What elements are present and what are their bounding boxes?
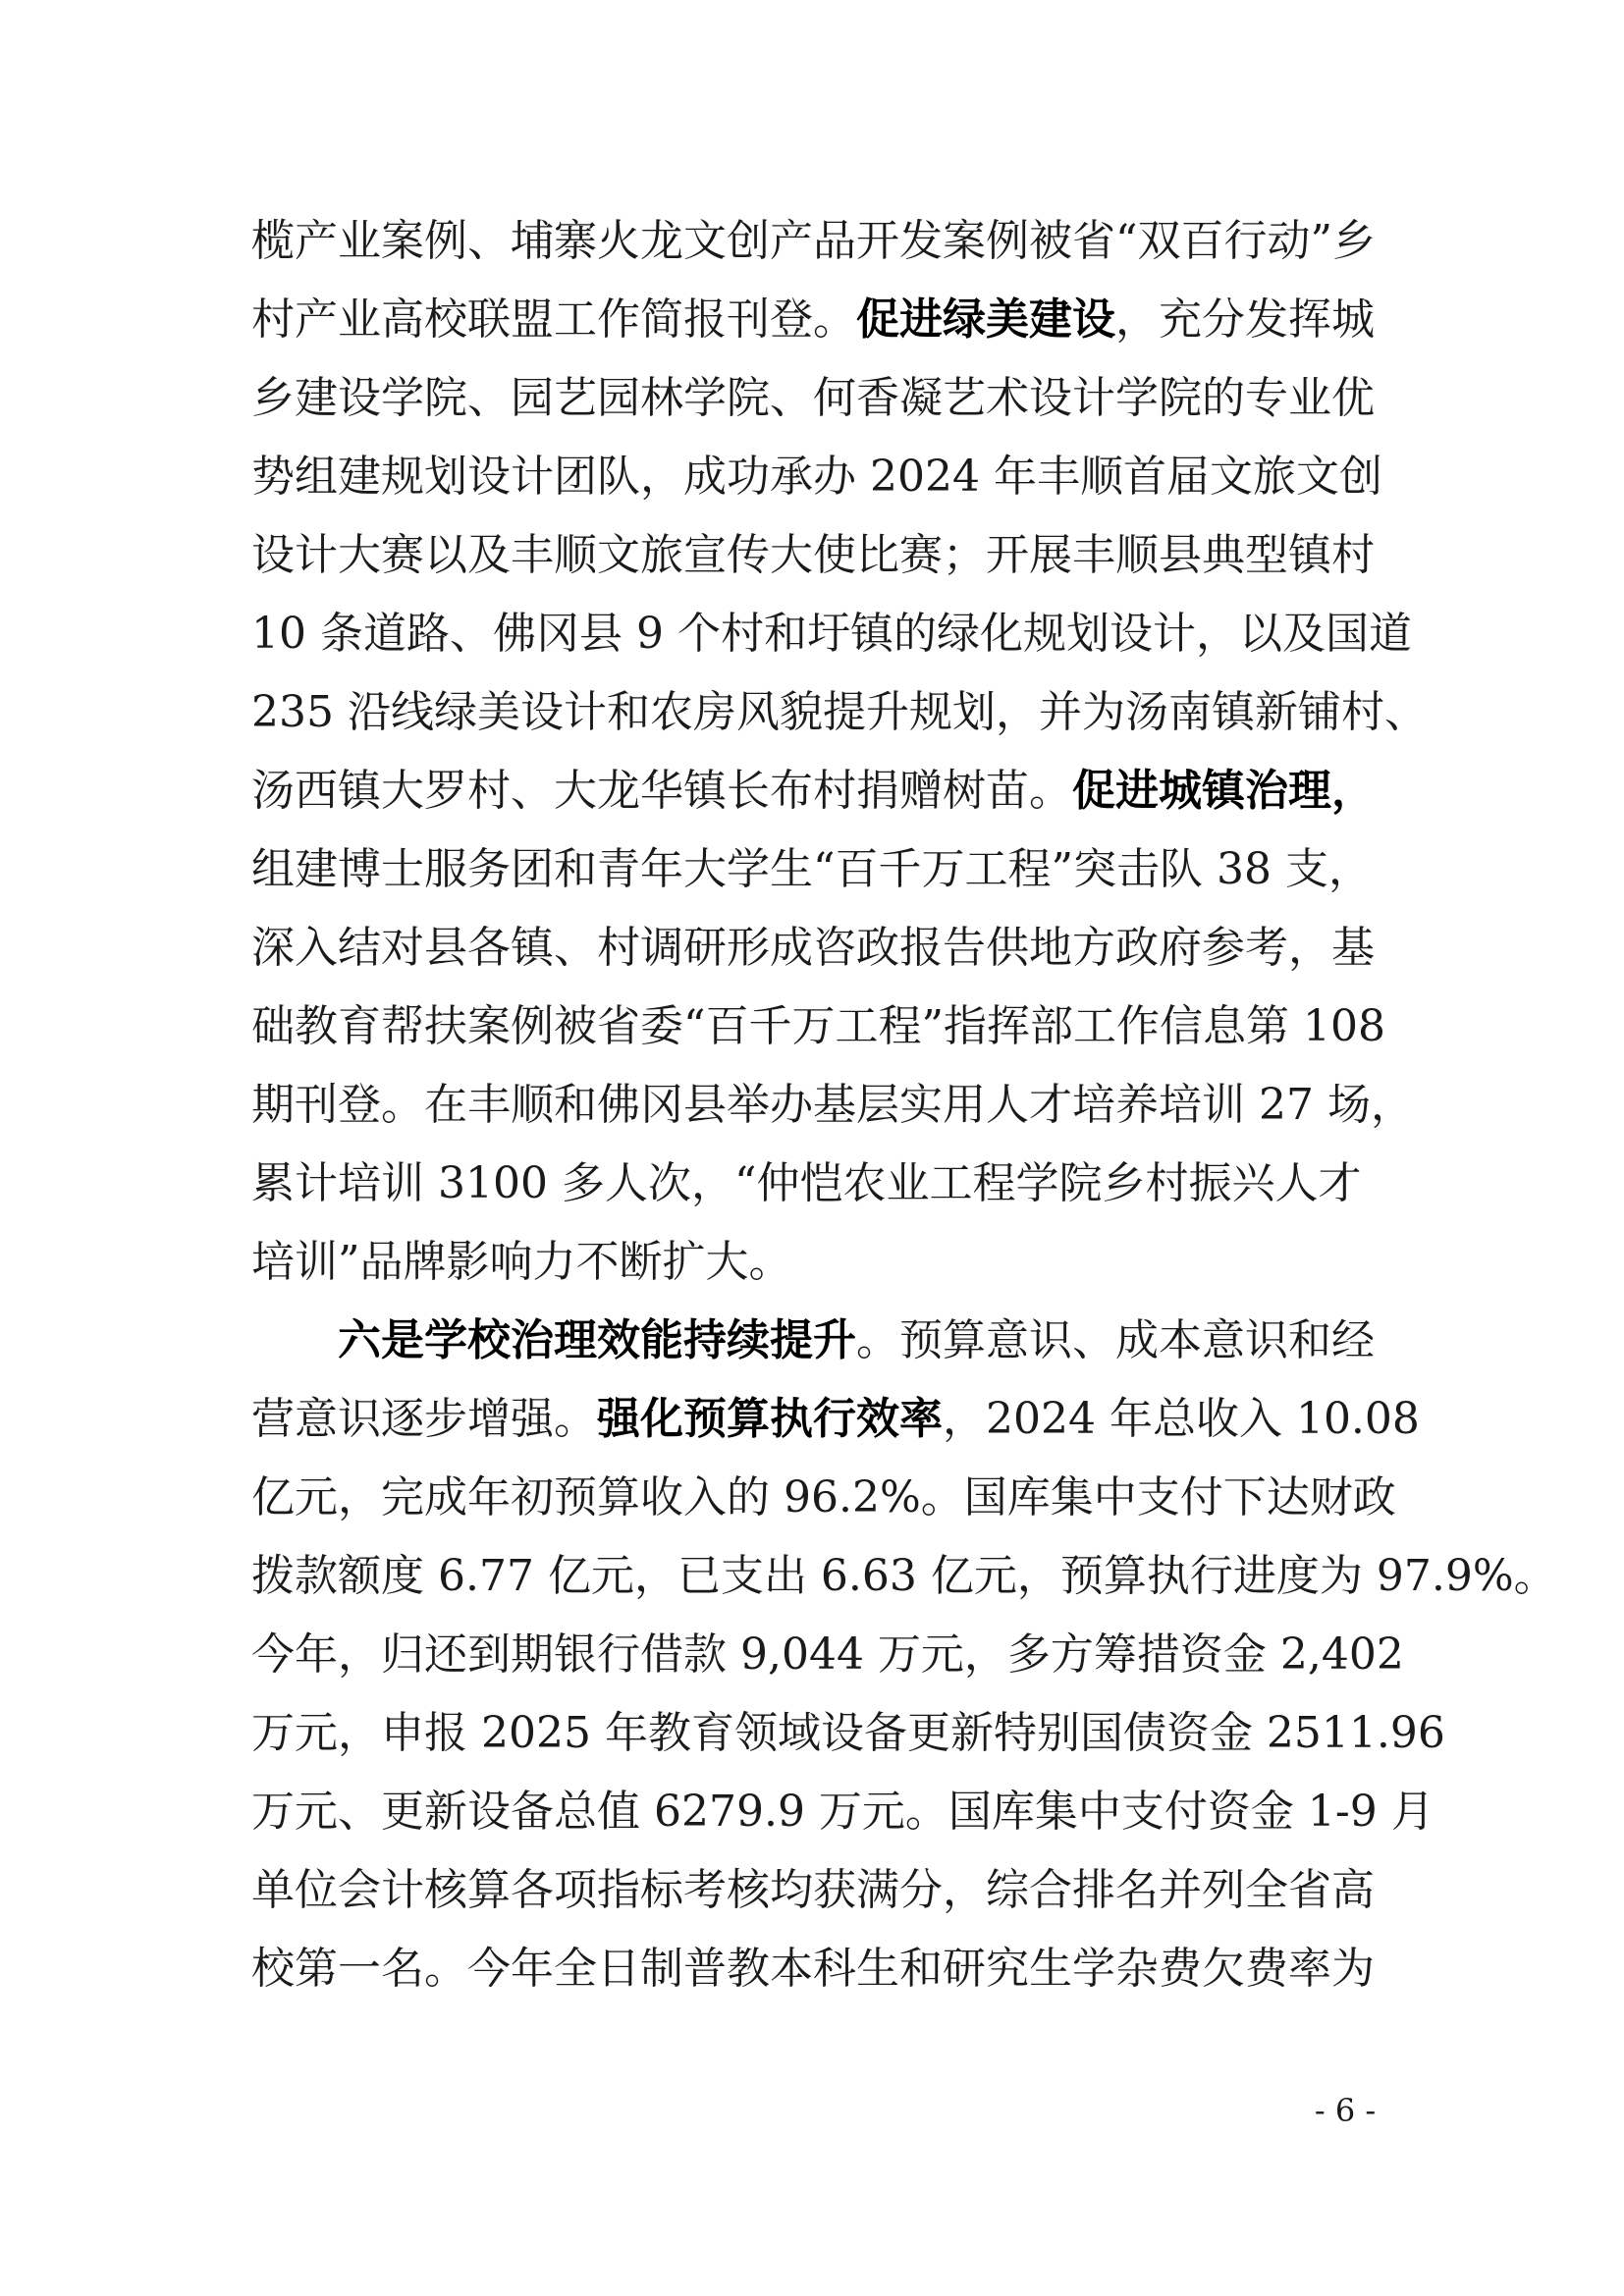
bold-heading: 促进绿美建设 xyxy=(856,294,1115,345)
text-line xyxy=(251,1154,1390,1213)
text-line xyxy=(251,1704,1445,1763)
text-line xyxy=(251,369,1390,428)
text-line xyxy=(251,1547,1557,1606)
text-span: ，2024 年总收入 10.08 xyxy=(943,1394,1420,1444)
text-line xyxy=(338,1311,1390,1370)
text-span: 础教育帮扶案例被省委“百千万工程”指挥部工作信息第 108 xyxy=(251,1001,1385,1051)
text-line xyxy=(251,997,1390,1056)
text-line xyxy=(251,291,1390,349)
bold-heading: 强化预算执行效率 xyxy=(597,1394,943,1444)
text-line xyxy=(251,1940,1390,1999)
text-span: 乡建设学院、园艺园林学院、何香凝艺术设计学院的专业优 xyxy=(251,373,1375,423)
text-span: 期刊登。在丰顺和佛冈县举办基层实用人才培养培训 27 场， xyxy=(251,1080,1414,1130)
text-line xyxy=(251,212,1390,271)
text-line xyxy=(251,526,1390,585)
text-span: 单位会计核算各项指标考核均获满分，综合排名并列全省高 xyxy=(251,1865,1375,1915)
text-line xyxy=(251,448,1390,507)
text-span: 235 沿线绿美设计和农房风貌提升规划，并为汤南镇新铺村、 xyxy=(251,687,1428,737)
text-line xyxy=(251,1783,1435,1842)
text-span: 设计大赛以及丰顺文旅宣传大使比赛；开展丰顺县典型镇村 xyxy=(251,530,1375,580)
text-span: 。预算意识、成本意识和经 xyxy=(856,1315,1375,1365)
text-line xyxy=(251,1468,1396,1527)
text-span: ，充分发挥城 xyxy=(1115,294,1375,345)
text-span: 汤西镇大罗村、大龙华镇长布村捐赠树苗。 xyxy=(251,766,1072,816)
text-span: 培训”品牌影响力不断扩大。 xyxy=(251,1237,792,1287)
text-span: 拨款额度 6.77 亿元，已支出 6.63 亿元，预算执行进度为 97.9%。 xyxy=(251,1551,1557,1601)
text-line xyxy=(251,683,1428,742)
text-line xyxy=(251,1076,1414,1135)
text-span: 万元，申报 2025 年教育领域设备更新特别国债资金 2511.96 xyxy=(251,1708,1445,1758)
bold-heading: 六是学校治理效能持续提升 xyxy=(338,1315,856,1365)
text-span: 深入结对县各镇、村调研形成咨政报告供地方政府参考，基 xyxy=(251,923,1375,973)
text-line xyxy=(251,1233,1390,1292)
text-span: 10 条道路、佛冈县 9 个村和圩镇的绿化规划设计，以及国道 xyxy=(251,609,1412,659)
text-span: 营意识逐步增强。 xyxy=(251,1394,597,1444)
text-span: 亿元，完成年初预算收入的 96.2%。国库集中支付下达财政 xyxy=(251,1472,1396,1522)
text-line xyxy=(251,762,1390,821)
text-span: 势组建规划设计团队，成功承办 2024 年丰顺首届文旅文创 xyxy=(251,452,1382,502)
text-line xyxy=(251,840,1390,899)
text-span: 校第一名。今年全日制普教本科生和研究生学杂费欠费率为 xyxy=(251,1944,1375,1994)
text-span: 组建博士服务团和青年大学生“百千万工程”突击队 38 支， xyxy=(251,844,1372,894)
text-line xyxy=(251,1861,1390,1920)
bold-heading: 促进城镇治理， xyxy=(1072,766,1375,816)
page-number: - 6 - xyxy=(1314,2092,1377,2129)
text-span: 村产业高校联盟工作简报刊登。 xyxy=(251,294,856,345)
text-span: 累计培训 3100 多人次，“仲恺农业工程学院乡村振兴人才 xyxy=(251,1158,1362,1208)
text-span: 万元、更新设备总值 6279.9 万元。国库集中支付资金 1-9 月 xyxy=(251,1787,1435,1837)
text-line xyxy=(251,919,1390,978)
text-span: 榄产业案例、埔寨火龙文创产品开发案例被省“双百行动”乡 xyxy=(251,216,1376,266)
text-line xyxy=(251,1390,1420,1449)
text-span: 今年，归还到期银行借款 9,044 万元，多方筹措资金 2,402 xyxy=(251,1629,1404,1680)
text-line xyxy=(251,605,1412,664)
text-line xyxy=(251,1626,1404,1684)
